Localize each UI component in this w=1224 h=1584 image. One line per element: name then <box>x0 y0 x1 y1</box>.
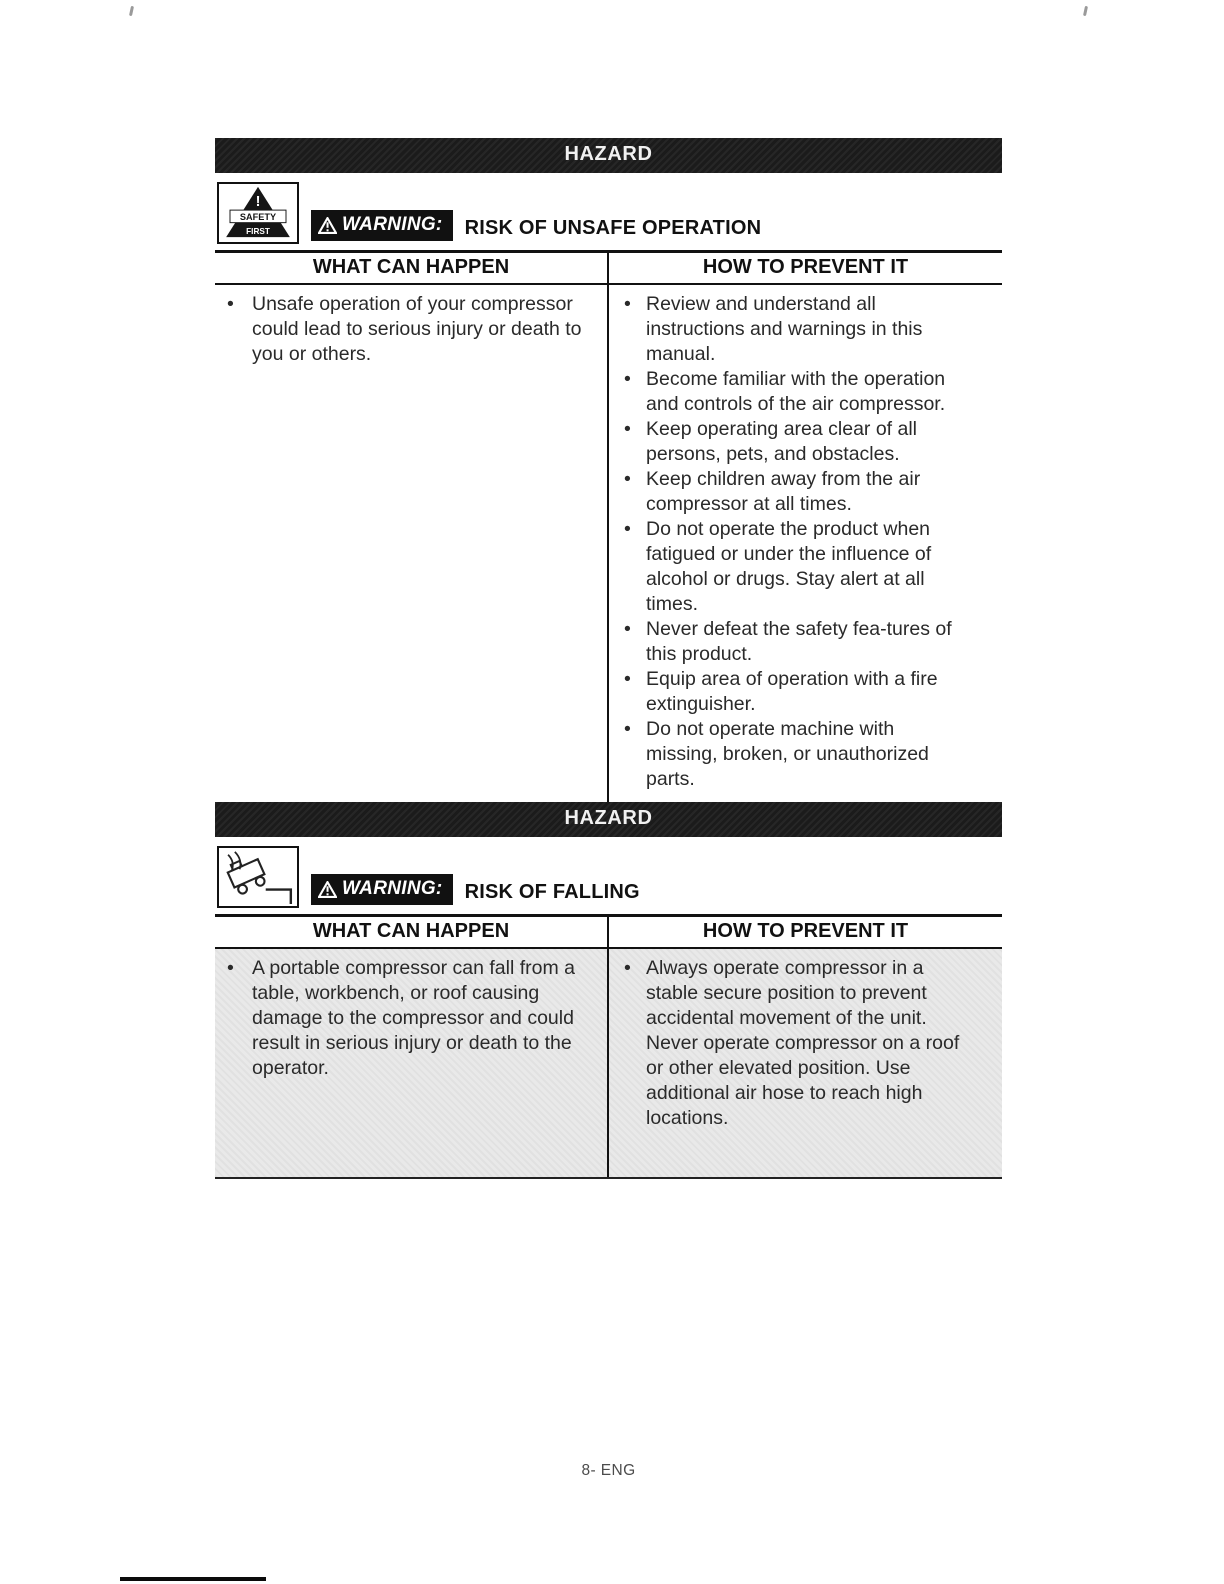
column-header-how-to-prevent: HOW TO PREVENT IT <box>607 253 1002 283</box>
svg-text:FIRST: FIRST <box>246 227 270 237</box>
safety-first-icon <box>217 182 299 244</box>
bullet-item: • Review and understand all instructions and warnings in this manual. <box>609 292 964 367</box>
bullet-item: • Unsafe operation of your compressor could lead to serious injury or death to you or others. <box>215 292 585 367</box>
how-to-prevent-cell <box>607 285 1002 802</box>
column-header-how-to-prevent: HOW TO PREVENT IT <box>607 917 1002 947</box>
warning-row <box>215 837 1002 914</box>
section-unsafe-operation <box>215 138 1002 802</box>
bullet-item: • Do not operate the product when fatigued or under the influence of alcohol or drugs. Stay alert at all times. <box>609 517 964 617</box>
scan-artifact-bottom-line <box>120 1577 266 1581</box>
hazard-table <box>215 250 1002 802</box>
scan-artifact-right <box>1083 6 1088 16</box>
warning-triangle-icon <box>318 217 337 234</box>
warning-label: WARNING: <box>342 214 443 235</box>
warning-label: WARNING: <box>342 878 443 899</box>
bullet-item: • Keep children away from the air compressor at all times. <box>609 467 964 517</box>
page-content <box>215 138 1002 1179</box>
bullet-item: • Do not operate machine with missing, broken, or unauthorized parts. <box>609 717 964 792</box>
table-header-row <box>215 914 1002 949</box>
column-header-what-can-happen: WHAT CAN HAPPEN <box>312 920 510 942</box>
scan-artifact-left <box>129 6 134 16</box>
how-to-prevent-cell <box>607 949 1002 1177</box>
warning-row <box>215 173 1002 250</box>
svg-text:SAFETY: SAFETY <box>239 212 277 223</box>
bullet-item: • Never defeat the safety fea-tures of this product. <box>609 617 964 667</box>
page-number: 8- ENG <box>581 1462 636 1479</box>
table-header-row <box>215 250 1002 285</box>
bullet-item: • A portable compressor can fall from a table, workbench, or roof causing damage to the compressor and could result in serious injury or death to the operator. <box>215 956 585 1081</box>
hazard-banner: HAZARD <box>215 802 1002 837</box>
risk-title: RISK OF UNSAFE OPERATION <box>464 217 762 239</box>
risk-title: RISK OF FALLING <box>464 881 640 903</box>
falling-hazard-icon <box>217 846 299 908</box>
bullet-item: • Keep operating area clear of all persons, pets, and obstacles. <box>609 417 964 467</box>
table-body <box>215 285 1002 802</box>
bullet-item: • Become familiar with the operation and controls of the air compressor. <box>609 367 964 417</box>
bullet-item: • Equip area of operation with a fire extinguisher. <box>609 667 964 717</box>
warning-triangle-icon <box>318 881 337 898</box>
column-header-what-can-happen: WHAT CAN HAPPEN <box>312 256 510 278</box>
what-can-happen-cell <box>215 949 607 1177</box>
warning-badge <box>311 210 453 241</box>
what-can-happen-cell <box>215 285 607 802</box>
section-risk-of-falling <box>215 802 1002 1179</box>
bullet-item: • Always operate compressor in a stable secure position to prevent accidental movement of the unit. Never operate compressor on a roof or other elevated position. Use additional air hose to reach high locations. <box>609 956 964 1131</box>
hazard-table <box>215 914 1002 1179</box>
table-body <box>215 949 1002 1179</box>
warning-badge <box>311 874 453 905</box>
hazard-banner: HAZARD <box>215 138 1002 173</box>
svg-text:!: ! <box>255 194 261 211</box>
